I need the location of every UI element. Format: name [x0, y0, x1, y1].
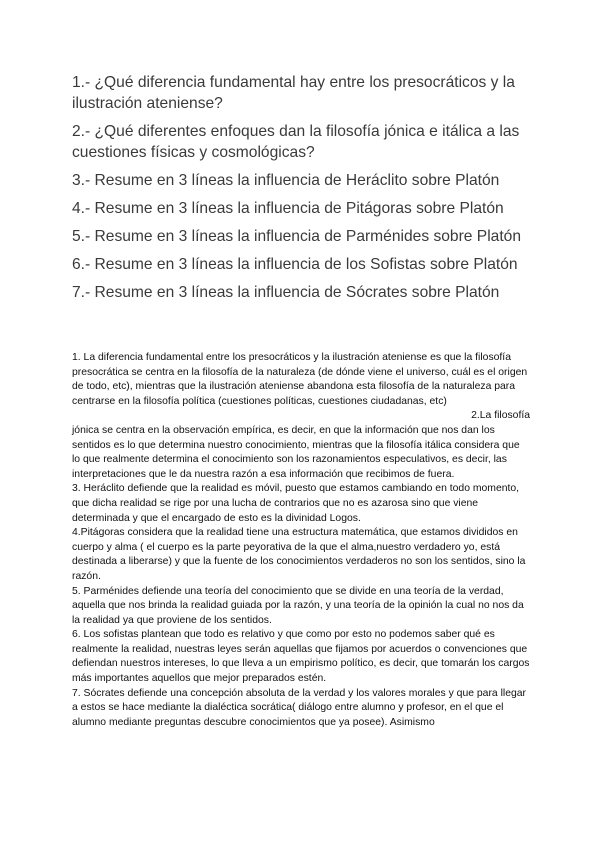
- question-4: 4.- Resume en 3 líneas la influencia de Pitágoras sobre Platón: [72, 200, 504, 217]
- answer-3: 3. Heráclito defiende que la realidad es móvil, puesto que estamos cambiando en todo momento, que dicha realidad se rige por una lucha de contrarios que no es azarosa sino que viene determinada y que el encargado de esto es la divinidad Logos.: [72, 483, 520, 524]
- question-1: 1.- ¿Qué diferencia fundamental hay entre los presocráticos y la ilustración ateniense?: [72, 74, 515, 112]
- answer-5: 5. Parménides defiende una teoría del conocimiento que se divide en una teoría de la verdad, aquella que nos brinda la realidad guiada por la razón, y una teoría de la opinión la cual no nos da la realidad ya que proviene de los sentidos.: [72, 585, 524, 626]
- answer-4: 4.Pitágoras considera que la realidad tiene una estructura matemática, que estamos divididos en cuerpo y alma ( el cuerpo es la parte peyorativa de la que el alma,nuestro verdadero yo, está destinada a liberarse) y que la fuente de los conocimientos verdaderos no son los sentidos, sino la razón.: [72, 527, 526, 582]
- answer-2: jónica se centra en la observación empírica, es decir, en que la información que nos dan los sentidos es lo que determina nuestro conocimiento, mientras que la filosofía itálica considera que lo que realmente determina el conocimiento son los razonamientos especulativos, es decir, las interpretaciones que le da nuestra razón a esa información que recibimos de fuera.: [72, 424, 520, 480]
- answer-2-start: 2.La filosofía: [471, 410, 530, 422]
- question-2: 2.- ¿Qué diferentes enfoques dan la filosofía jónica e itálica a las cuestiones físicas y cosmológicas?: [72, 123, 520, 161]
- question-list: [72, 72, 542, 310]
- answer-1-text: 1. La diferencia fundamental entre los presocráticos y la ilustración ateniense es que la filosofía presocrática se centra en la filosofía de la naturaleza (de dónde viene el universo, cuál es el origen de todo, etc), mientras que la ilustración ateniense abandona esta filosofía de la naturaleza para centrarse en la filosofía política (cuestiones políticas, cuestiones ciudadanas, etc): [72, 352, 528, 407]
- question-6: 6.- Resume en 3 líneas la influencia de los Sofistas sobre Platón: [72, 256, 518, 273]
- answer-1: [72, 351, 530, 424]
- answer-7: 7. Sócrates defiende una concepción absoluta de la verdad y los valores morales y que para llegar a estos se hace mediante la dialéctica socrática( diálogo entre alumno y profesor, en el que el alumno mediante preguntas descubre conocimientos que ya posee). Asimismo: [72, 687, 527, 728]
- question-5: 5.- Resume en 3 líneas la influencia de Parménides sobre Platón: [72, 228, 522, 245]
- answer-block: [72, 351, 530, 730]
- answer-6: 6. Los sofistas plantean que todo es relativo y que como por esto no podemos saber qué es realmente la realidad, nuestras leyes serán aquellas que fijamos por acuerdos o convenciones que defiendan nuestros intereses, lo que lleva a un empirismo político, es decir, que tomarán los cargos más importantes aquellos que mejor preparados estén.: [72, 629, 530, 685]
- question-7: 7.- Resume en 3 líneas la influencia de Sócrates sobre Platón: [72, 284, 500, 301]
- question-3: 3.- Resume en 3 líneas la influencia de Heráclito sobre Platón: [72, 172, 500, 189]
